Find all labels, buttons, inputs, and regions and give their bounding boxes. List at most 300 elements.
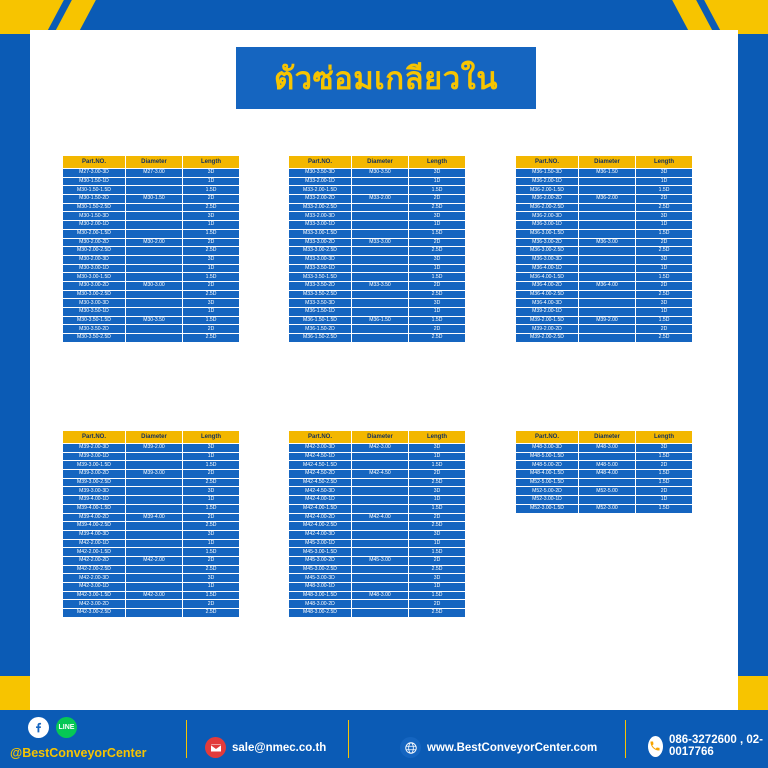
cell-diameter <box>579 334 636 343</box>
cell-part-no: M48-3.00-2.5D <box>289 609 352 618</box>
cell-part-no: M36-3.00-1D <box>516 221 579 230</box>
table-row <box>63 290 240 299</box>
column-header-diameter: Diameter <box>126 156 183 169</box>
cell-part-no: M42-4.50-1.5D <box>289 461 352 470</box>
cell-diameter <box>579 290 636 299</box>
table-row <box>289 255 466 264</box>
cell-part-no: M30-3.00-1D <box>63 264 126 273</box>
footer-bar <box>0 710 768 768</box>
cell-part-no: M30-3.50-2.5D <box>63 334 126 343</box>
cell-part-no: M36-2.00-1.5D <box>516 186 579 195</box>
cell-diameter <box>126 229 183 238</box>
table-row <box>63 478 240 487</box>
cell-length: 2.5D <box>183 290 240 299</box>
cell-diameter <box>352 247 409 256</box>
table-row <box>516 325 693 334</box>
table-row <box>516 334 693 343</box>
table-row <box>63 325 240 334</box>
table-row <box>289 177 466 186</box>
phone-text: 086-3272600 , 02-0017766 <box>668 734 763 758</box>
cell-length: 2D <box>409 281 466 290</box>
table-row <box>289 299 466 308</box>
cell-length: 3D <box>636 169 693 178</box>
column-header-part-no: Part.NO. <box>63 431 126 444</box>
table-row <box>289 461 466 470</box>
cell-part-no: M42-4.50-1D <box>289 452 352 461</box>
cell-diameter <box>126 299 183 308</box>
cell-part-no: M36-2.00-3D <box>516 212 579 221</box>
cell-part-no: M42-2.00-2.5D <box>63 565 126 574</box>
cell-diameter: M30-3.50 <box>126 316 183 325</box>
table-row <box>516 290 693 299</box>
cell-part-no: M33-3.50-2D <box>289 281 352 290</box>
cell-length: 2.5D <box>409 565 466 574</box>
column-header-diameter: Diameter <box>352 431 409 444</box>
cell-diameter: M39-2.00 <box>579 316 636 325</box>
cell-diameter <box>579 186 636 195</box>
cell-part-no: M30-3.00-2D <box>63 281 126 290</box>
table-2 <box>288 155 466 343</box>
table-row <box>63 177 240 186</box>
cell-length: 2D <box>183 238 240 247</box>
cell-diameter: M36-1.50 <box>579 169 636 178</box>
cell-length: 1.5D <box>409 504 466 513</box>
cell-part-no: M42-3.00-3D <box>289 444 352 453</box>
cell-part-no: M36-4.00-1D <box>516 264 579 273</box>
cell-part-no: M33-2.00-1.5D <box>289 186 352 195</box>
cell-diameter <box>352 325 409 334</box>
cell-part-no: M30-2.00-2.5D <box>63 247 126 256</box>
cell-part-no: M42-4.00-2D <box>289 513 352 522</box>
cell-length: 1D <box>409 264 466 273</box>
cell-length: 2D <box>636 195 693 204</box>
cell-length: 2.5D <box>183 609 240 618</box>
cell-part-no: M39-2.00-2D <box>516 325 579 334</box>
cell-diameter: M33-3.00 <box>352 238 409 247</box>
cell-part-no: M30-2.00-1D <box>63 221 126 230</box>
cell-part-no: M48-3.00-2D <box>289 600 352 609</box>
cell-diameter <box>352 186 409 195</box>
table-row <box>63 539 240 548</box>
table-row <box>289 212 466 221</box>
cell-part-no: M33-3.50-1.5D <box>289 273 352 282</box>
cell-diameter: M42-3.00 <box>352 444 409 453</box>
cell-diameter: M48-4.00 <box>579 470 636 479</box>
cell-length: 1.5D <box>636 470 693 479</box>
cell-length: 1D <box>409 496 466 505</box>
cell-length: 1D <box>409 308 466 317</box>
cell-length: 1D <box>183 496 240 505</box>
cell-length: 1D <box>183 308 240 317</box>
cell-part-no: M45-3.00-3D <box>289 574 352 583</box>
cell-length: 2.5D <box>409 290 466 299</box>
cell-diameter <box>352 461 409 470</box>
cell-diameter <box>352 290 409 299</box>
table-row <box>63 281 240 290</box>
table-row <box>289 195 466 204</box>
table-row <box>289 203 466 212</box>
cell-length: 2D <box>636 487 693 496</box>
cell-diameter <box>126 548 183 557</box>
cell-part-no: M42-4.50-3D <box>289 487 352 496</box>
table-row <box>63 522 240 531</box>
cell-diameter <box>126 522 183 531</box>
cell-part-no: M36-1.50-2D <box>289 325 352 334</box>
cell-length: 2.5D <box>409 203 466 212</box>
cell-diameter <box>352 522 409 531</box>
cell-length: 1D <box>409 583 466 592</box>
column-header-length: Length <box>183 156 240 169</box>
cell-diameter: M42-2.00 <box>126 556 183 565</box>
column-header-diameter: Diameter <box>579 431 636 444</box>
table-row <box>289 583 466 592</box>
cell-length: 1.5D <box>183 316 240 325</box>
phone-icon <box>648 736 663 757</box>
cell-diameter <box>579 221 636 230</box>
table-row <box>289 548 466 557</box>
cell-length: 1D <box>409 452 466 461</box>
cell-part-no: M42-3.00-2.5D <box>63 609 126 618</box>
cell-length: 3D <box>183 169 240 178</box>
cell-part-no: M52-5.00-2D <box>516 487 579 496</box>
cell-length: 1.5D <box>183 504 240 513</box>
table-row <box>289 316 466 325</box>
cell-length: 2D <box>409 195 466 204</box>
page-title-text: ตัวซ่อมเกลียวใน <box>274 61 498 97</box>
cell-length: 2.5D <box>409 609 466 618</box>
cell-part-no: M42-3.00-1D <box>63 583 126 592</box>
cell-diameter: M27-3.00 <box>126 169 183 178</box>
column-header-diameter: Diameter <box>579 156 636 169</box>
cell-length: 2D <box>636 238 693 247</box>
cell-length: 3D <box>183 255 240 264</box>
table-row <box>289 273 466 282</box>
table-row <box>289 609 466 618</box>
table-row <box>516 299 693 308</box>
cell-length: 2.5D <box>636 247 693 256</box>
cell-length: 2D <box>183 325 240 334</box>
cell-part-no: M30-1.50-2.5D <box>63 203 126 212</box>
cell-diameter <box>352 212 409 221</box>
cell-diameter: M36-1.50 <box>352 316 409 325</box>
website-text: www.BestConveyorCenter.com <box>427 741 598 754</box>
cell-part-no: M36-1.50-2.5D <box>289 334 352 343</box>
cell-length: 3D <box>409 255 466 264</box>
cell-part-no: M48-3.00-1D <box>289 583 352 592</box>
cell-length: 3D <box>636 444 693 453</box>
footer-divider-3 <box>625 720 626 758</box>
cell-part-no: M42-2.00-1.5D <box>63 548 126 557</box>
cell-length: 2D <box>183 195 240 204</box>
cell-part-no: M39-3.00-1.5D <box>63 461 126 470</box>
cell-length: 3D <box>183 530 240 539</box>
cell-diameter <box>352 583 409 592</box>
cell-length: 2D <box>636 325 693 334</box>
table-row <box>289 556 466 565</box>
cell-part-no: M36-1.50-1.5D <box>289 316 352 325</box>
cell-length: 1.5D <box>636 478 693 487</box>
cell-part-no: M45-3.00-2D <box>289 556 352 565</box>
table-row <box>289 522 466 531</box>
cell-diameter <box>352 273 409 282</box>
cell-diameter <box>126 203 183 212</box>
cell-diameter <box>352 452 409 461</box>
cell-diameter <box>126 308 183 317</box>
cell-part-no: M39-3.00-1D <box>63 452 126 461</box>
cell-part-no: M39-3.00-3D <box>63 487 126 496</box>
cell-diameter: M48-5.00 <box>579 461 636 470</box>
cell-part-no: M52-3.00-1D <box>516 496 579 505</box>
table-row <box>289 470 466 479</box>
table-3 <box>515 155 693 343</box>
cell-diameter <box>126 273 183 282</box>
cell-diameter <box>126 539 183 548</box>
cell-part-no: M36-3.00-2D <box>516 238 579 247</box>
cell-part-no: M36-1.50-1D <box>289 308 352 317</box>
table-row <box>63 600 240 609</box>
table-row <box>289 186 466 195</box>
cell-part-no: M33-3.50-1D <box>289 264 352 273</box>
cell-diameter <box>126 583 183 592</box>
cell-part-no: M30-1.50-3D <box>63 212 126 221</box>
cell-part-no: M30-3.00-2.5D <box>63 290 126 299</box>
table-row <box>289 169 466 178</box>
cell-length: 3D <box>183 487 240 496</box>
cell-diameter: M39-4.00 <box>126 513 183 522</box>
table-row <box>289 247 466 256</box>
cell-part-no: M39-3.00-2.5D <box>63 478 126 487</box>
table-6 <box>515 430 693 514</box>
table-row <box>63 470 240 479</box>
cell-part-no: M36-3.00-1.5D <box>516 229 579 238</box>
table-row <box>516 229 693 238</box>
cell-length: 3D <box>636 299 693 308</box>
line-icon[interactable]: LINE <box>56 717 77 738</box>
cell-part-no: M36-2.00-2.5D <box>516 203 579 212</box>
table-row <box>63 169 240 178</box>
cell-diameter <box>126 452 183 461</box>
cell-diameter <box>352 264 409 273</box>
table-row <box>63 238 240 247</box>
cell-diameter <box>352 574 409 583</box>
cell-diameter <box>352 255 409 264</box>
table-row <box>63 452 240 461</box>
table-row <box>516 478 693 487</box>
cell-part-no: M39-4.00-3D <box>63 530 126 539</box>
cell-diameter <box>126 504 183 513</box>
table-row <box>289 221 466 230</box>
table-row <box>63 591 240 600</box>
table-row <box>63 212 240 221</box>
facebook-icon[interactable] <box>28 717 49 738</box>
cell-length: 2D <box>183 556 240 565</box>
table-row <box>516 452 693 461</box>
cell-part-no: M30-3.50-1D <box>63 308 126 317</box>
table-1 <box>62 155 240 343</box>
cell-length: 2.5D <box>409 247 466 256</box>
cell-part-no: M42-2.00-3D <box>63 574 126 583</box>
cell-diameter: M30-3.50 <box>352 169 409 178</box>
table-row <box>63 247 240 256</box>
table-5 <box>288 430 466 618</box>
cell-part-no: M48-3.00-3D <box>516 444 579 453</box>
column-header-diameter: Diameter <box>126 431 183 444</box>
column-header-length: Length <box>409 431 466 444</box>
table-row <box>289 574 466 583</box>
cell-length: 1.5D <box>409 273 466 282</box>
table-row <box>289 591 466 600</box>
cell-length: 3D <box>409 574 466 583</box>
table-row <box>289 600 466 609</box>
cell-length: 1D <box>636 496 693 505</box>
cell-diameter <box>352 487 409 496</box>
table-row <box>63 273 240 282</box>
table-row <box>516 238 693 247</box>
envelope-icon <box>205 737 226 758</box>
cell-diameter <box>126 255 183 264</box>
cell-length: 1D <box>183 264 240 273</box>
cell-diameter <box>126 221 183 230</box>
cell-length: 2D <box>183 600 240 609</box>
cell-diameter: M30-3.00 <box>126 281 183 290</box>
cell-part-no: M36-1.50-3D <box>516 169 579 178</box>
cell-diameter <box>126 247 183 256</box>
table-row <box>63 299 240 308</box>
phone-block[interactable] <box>648 734 768 758</box>
cell-diameter: M33-3.50 <box>352 281 409 290</box>
cell-diameter <box>352 565 409 574</box>
cell-length: 1.5D <box>409 548 466 557</box>
decor-top-left <box>0 0 180 34</box>
cell-part-no: M39-2.00-3D <box>63 444 126 453</box>
cell-diameter <box>126 478 183 487</box>
cell-length: 2.5D <box>636 203 693 212</box>
cell-part-no: M30-2.00-2D <box>63 238 126 247</box>
cell-length: 3D <box>183 574 240 583</box>
cell-diameter <box>579 203 636 212</box>
cell-diameter: M39-3.00 <box>126 470 183 479</box>
cell-diameter <box>352 530 409 539</box>
cell-length: 2D <box>636 281 693 290</box>
table-row <box>289 478 466 487</box>
cell-diameter <box>126 177 183 186</box>
cell-diameter <box>126 574 183 583</box>
table-row <box>289 238 466 247</box>
cell-part-no: M48-3.00-1.5D <box>289 591 352 600</box>
table-row <box>63 221 240 230</box>
table-row <box>63 186 240 195</box>
table-row <box>289 444 466 453</box>
table-row <box>63 513 240 522</box>
cell-diameter <box>579 308 636 317</box>
cell-length: 3D <box>183 299 240 308</box>
cell-length: 3D <box>636 255 693 264</box>
cell-length: 3D <box>409 212 466 221</box>
cell-part-no: M33-3.50-3D <box>289 299 352 308</box>
cell-part-no: M39-4.00-1D <box>63 496 126 505</box>
cell-diameter <box>579 325 636 334</box>
cell-diameter <box>352 609 409 618</box>
table-row <box>289 264 466 273</box>
cell-length: 2.5D <box>409 334 466 343</box>
cell-part-no: M33-2.00-3D <box>289 212 352 221</box>
table-row <box>63 308 240 317</box>
column-header-part-no: Part.NO. <box>63 156 126 169</box>
cell-diameter <box>579 264 636 273</box>
table-row <box>63 583 240 592</box>
table-row <box>516 169 693 178</box>
table-row <box>289 539 466 548</box>
cell-diameter <box>579 478 636 487</box>
cell-diameter <box>579 299 636 308</box>
cell-length: 3D <box>409 299 466 308</box>
cell-length: 3D <box>409 487 466 496</box>
cell-diameter: M39-2.00 <box>126 444 183 453</box>
cell-length: 1.5D <box>636 273 693 282</box>
table-row <box>516 504 693 513</box>
table-row <box>516 496 693 505</box>
cell-length: 3D <box>636 212 693 221</box>
cell-diameter <box>579 452 636 461</box>
cell-diameter <box>126 186 183 195</box>
cell-length: 1.5D <box>183 591 240 600</box>
cell-diameter: M45-3.00 <box>352 556 409 565</box>
cell-part-no: M30-3.50-2D <box>63 325 126 334</box>
cell-part-no: M36-4.00-2D <box>516 281 579 290</box>
table-row <box>516 221 693 230</box>
table-row <box>289 325 466 334</box>
cell-diameter <box>352 177 409 186</box>
table-row <box>516 273 693 282</box>
table-row <box>289 452 466 461</box>
table-row <box>63 334 240 343</box>
cell-part-no: M45-3.00-2.5D <box>289 565 352 574</box>
table-row <box>289 229 466 238</box>
email-block[interactable] <box>205 737 326 758</box>
cell-length: 2D <box>636 461 693 470</box>
website-block[interactable] <box>400 737 597 758</box>
cell-diameter <box>352 504 409 513</box>
cell-diameter <box>352 600 409 609</box>
cell-part-no: M42-4.50-2D <box>289 470 352 479</box>
table-row <box>289 530 466 539</box>
table-row <box>516 461 693 470</box>
cell-diameter: M52-3.00 <box>579 504 636 513</box>
table-row <box>289 513 466 522</box>
cell-length: 1D <box>183 452 240 461</box>
cell-diameter <box>352 203 409 212</box>
cell-length: 2D <box>409 238 466 247</box>
cell-diameter <box>352 478 409 487</box>
cell-diameter <box>126 609 183 618</box>
cell-length: 1.5D <box>636 229 693 238</box>
cell-part-no: M36-3.00-3D <box>516 255 579 264</box>
cell-length: 2D <box>183 281 240 290</box>
table-row <box>63 496 240 505</box>
cell-part-no: M30-3.00-3D <box>63 299 126 308</box>
cell-length: 2.5D <box>183 565 240 574</box>
cell-length: 1.5D <box>636 316 693 325</box>
cell-diameter <box>126 264 183 273</box>
cell-length: 2.5D <box>409 478 466 487</box>
cell-length: 2.5D <box>183 247 240 256</box>
cell-length: 2.5D <box>183 478 240 487</box>
cell-diameter <box>352 539 409 548</box>
cell-length: 1.5D <box>183 548 240 557</box>
cell-part-no: M30-1.50-1D <box>63 177 126 186</box>
cell-length: 3D <box>183 444 240 453</box>
cell-length: 1D <box>183 583 240 592</box>
